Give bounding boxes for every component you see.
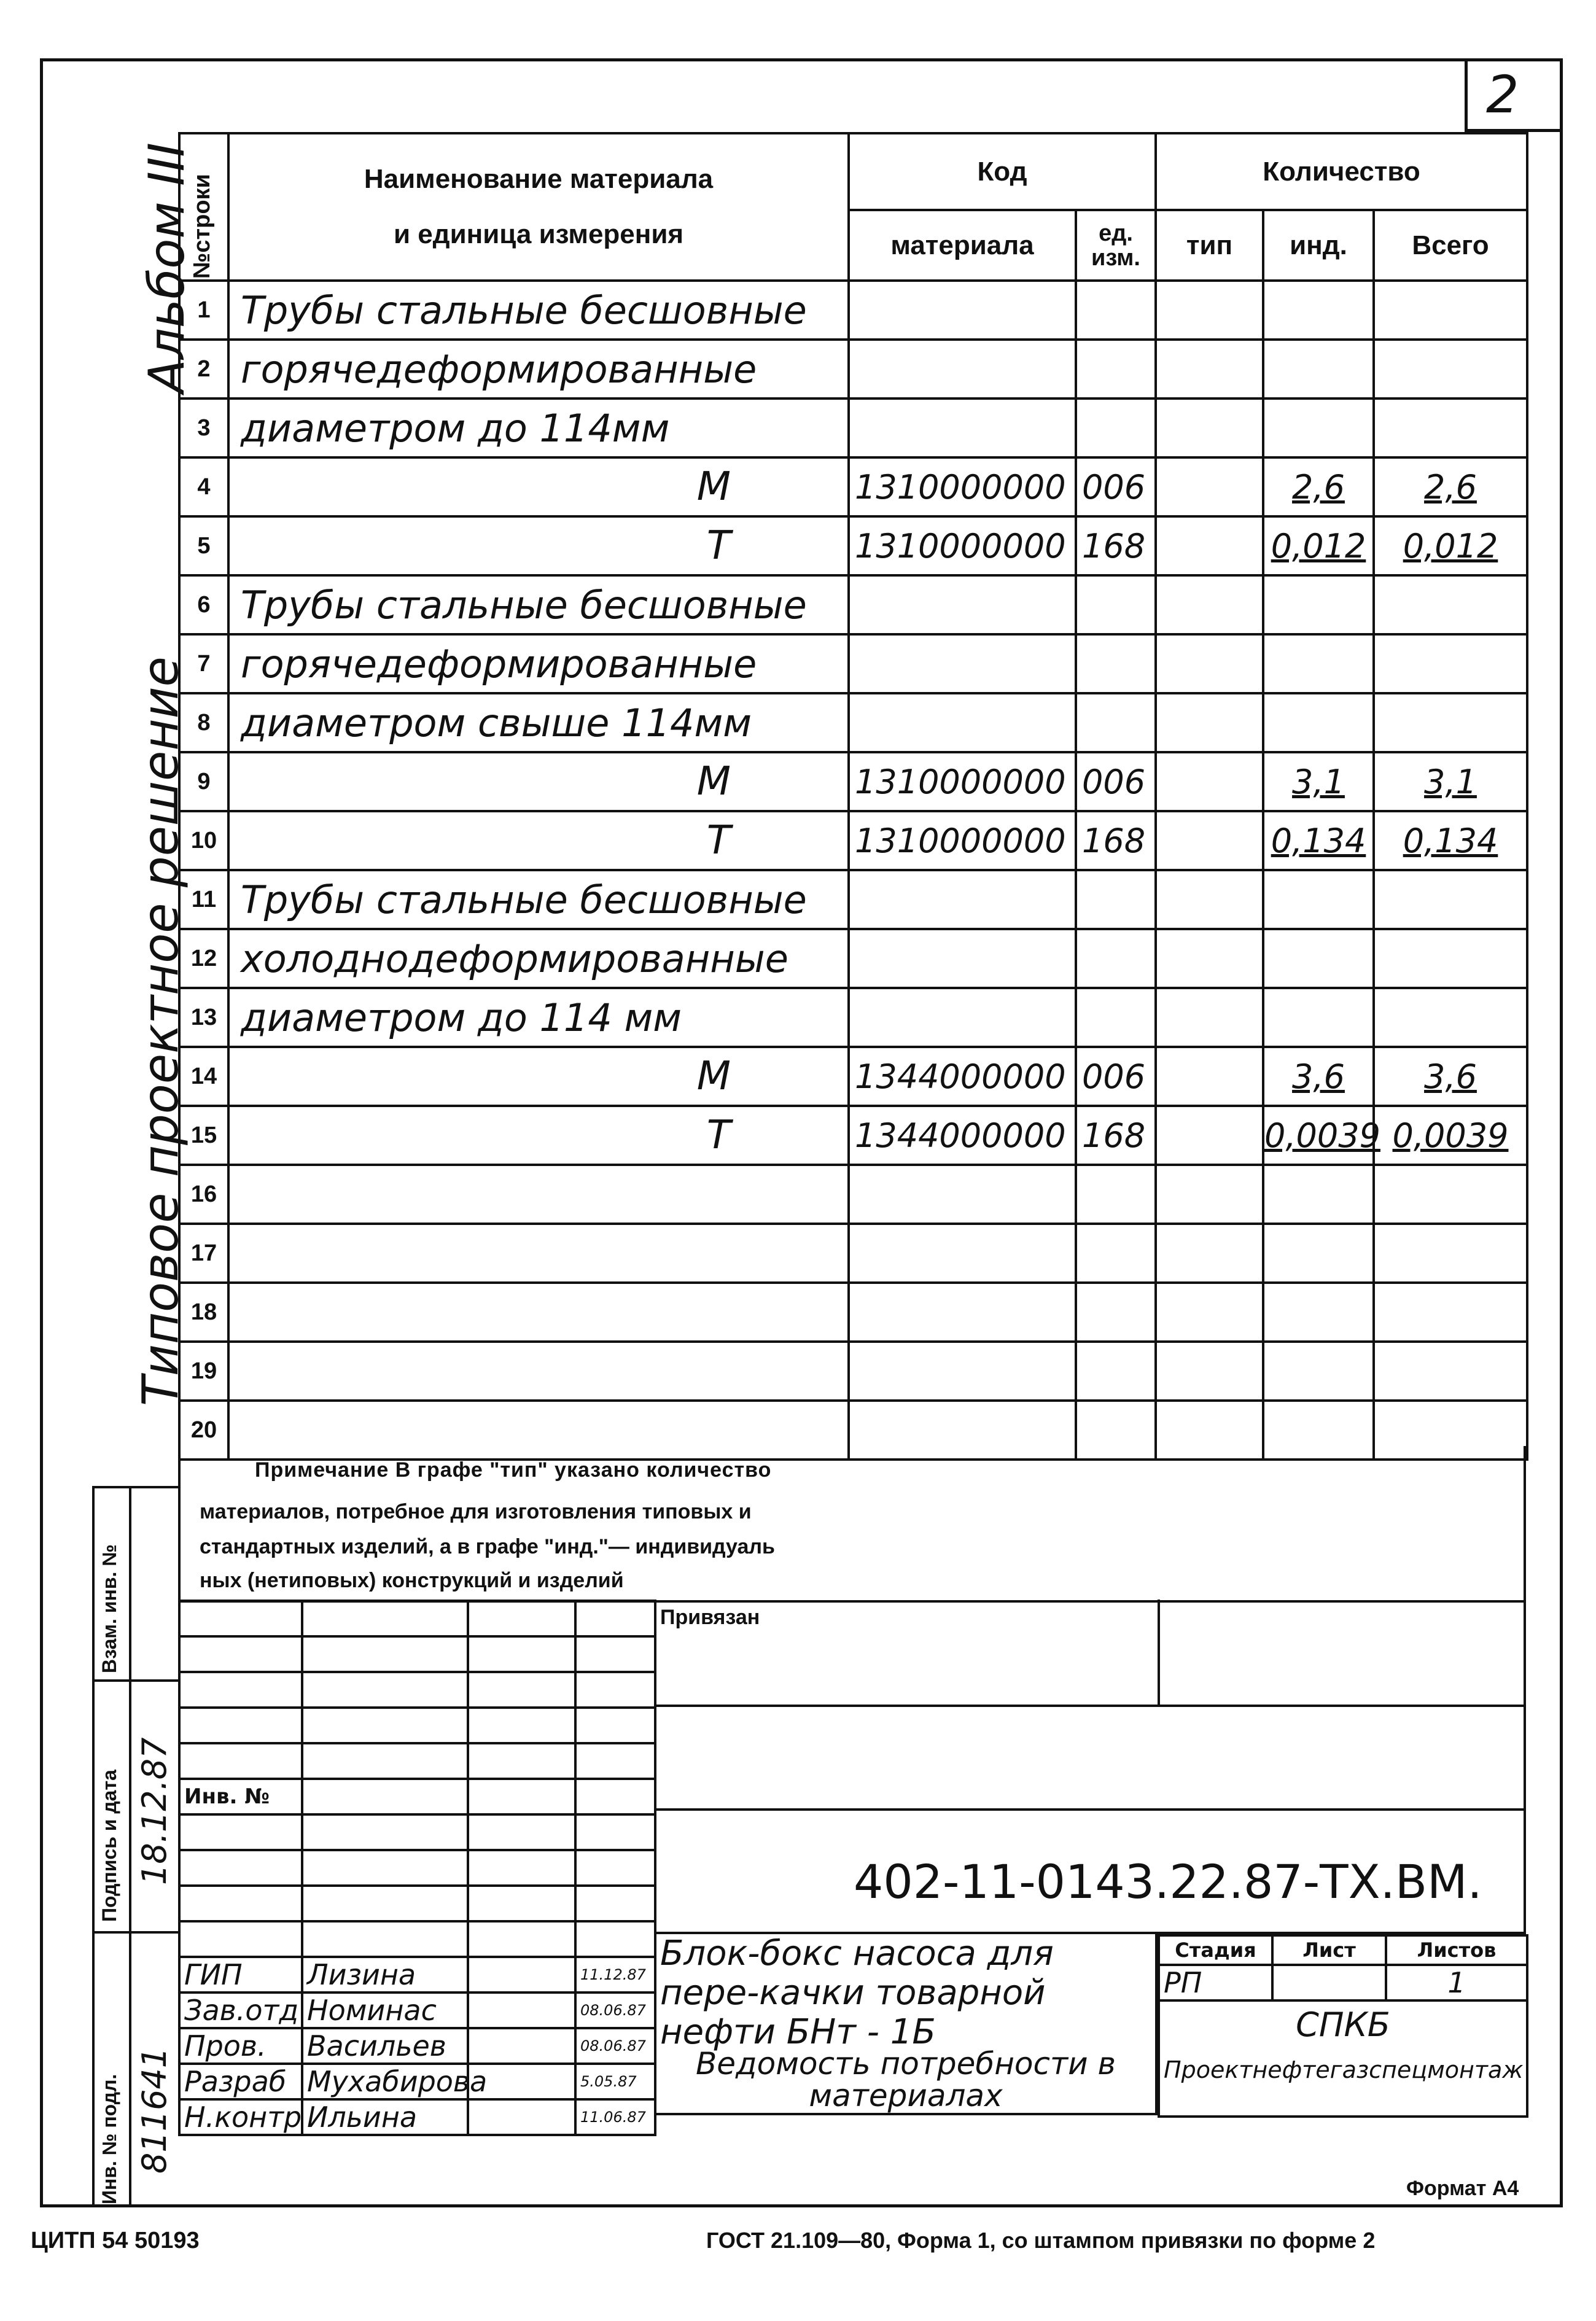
unit-cell (1076, 340, 1156, 398)
ind-cell (1263, 1283, 1374, 1342)
total-cell: 2,6 (1374, 457, 1527, 516)
total-cell: 0,0039 (1374, 1106, 1527, 1165)
note-line-3: стандартных изделий, а в графе "инд."— индивидуаль (200, 1535, 775, 1558)
table-row (179, 575, 1527, 634)
table-row (179, 870, 1527, 929)
table-row (179, 811, 1527, 870)
type-cell (1156, 634, 1263, 693)
inv-no-label: Инв. № (179, 1779, 302, 1814)
signature-role: Зав.отд (179, 1992, 302, 2028)
sheets-value: 1 (1386, 1965, 1527, 2000)
row-number-cell: 9 (179, 752, 228, 811)
signature-role: ГИП (179, 1957, 302, 1992)
name-cell: Т (228, 811, 849, 870)
unit-cell (1076, 1283, 1156, 1342)
code-cell: 1310000000 (849, 811, 1076, 870)
code-cell (849, 988, 1076, 1047)
podpis-label: Подпись и дата (98, 1770, 120, 1922)
type-cell (1156, 516, 1263, 575)
row-number-cell: 7 (179, 634, 228, 693)
type-cell (1156, 1047, 1263, 1106)
total-cell: 3,1 (1374, 752, 1527, 811)
ind-cell (1263, 988, 1374, 1047)
name-cell: диаметром до 114мм (228, 398, 849, 457)
signature-row (179, 1957, 655, 1992)
type-cell (1156, 398, 1263, 457)
code-cell (849, 929, 1076, 988)
row-number-cell: 20 (179, 1401, 228, 1460)
type-cell (1156, 575, 1263, 634)
ind-cell (1263, 398, 1374, 457)
signature-date: 11.12.87 (575, 1957, 655, 1992)
unit-cell (1076, 398, 1156, 457)
name-cell (228, 1224, 849, 1283)
table-row (179, 1342, 1527, 1401)
total-cell (1374, 575, 1527, 634)
signature-date: 11.06.87 (575, 2099, 655, 2135)
code-cell (849, 870, 1076, 929)
code-cell (849, 340, 1076, 398)
unit-cell (1076, 1342, 1156, 1401)
ind-cell (1263, 281, 1374, 340)
header-material: материала (849, 210, 1076, 281)
total-cell (1374, 929, 1527, 988)
ind-cell (1263, 575, 1374, 634)
signature-cell (468, 2028, 575, 2064)
header-row-number: №строки (179, 133, 228, 281)
name-cell: Трубы стальные бесшовные (228, 281, 849, 340)
table-row (179, 281, 1527, 340)
signature-row (179, 2064, 655, 2099)
org-cell (1159, 2000, 1527, 2117)
total-cell (1374, 870, 1527, 929)
row-number-cell: 5 (179, 516, 228, 575)
object-title: Блок-бокс насоса для пере-качки товарной нефти БНт - 1Б (660, 1934, 1054, 2052)
name-cell: Трубы стальные бесшовные (228, 870, 849, 929)
ind-cell: 3,6 (1263, 1047, 1374, 1106)
ind-cell (1263, 870, 1374, 929)
vzam-label: Взам. инв. № (98, 1544, 120, 1673)
type-cell (1156, 1283, 1263, 1342)
note-line-1: Примечание В графе "тип" указано количество (255, 1458, 772, 1482)
table-row (179, 988, 1527, 1047)
table-row (179, 1283, 1527, 1342)
type-cell (1156, 693, 1263, 752)
row-number-cell: 6 (179, 575, 228, 634)
doc-title: Ведомость потребности в материалах (695, 2046, 1116, 2113)
name-cell (228, 1342, 849, 1401)
materials-table (178, 132, 1528, 1461)
unit-cell: 006 (1076, 457, 1156, 516)
type-cell (1156, 1106, 1263, 1165)
total-cell: 0,134 (1374, 811, 1527, 870)
signature-cell (468, 1957, 575, 1992)
table-row (179, 516, 1527, 575)
name-cell: М (228, 752, 849, 811)
signature-date: 08.06.87 (575, 1992, 655, 2028)
total-cell (1374, 1283, 1527, 1342)
unit-cell (1076, 1224, 1156, 1283)
ind-cell: 3,1 (1263, 752, 1374, 811)
type-cell (1156, 1165, 1263, 1224)
unit-cell (1076, 575, 1156, 634)
code-cell: 1344000000 (849, 1047, 1076, 1106)
ind-cell (1263, 1165, 1374, 1224)
table-row (179, 340, 1527, 398)
name-cell: холоднодеформированные (228, 929, 849, 988)
total-cell: 3,6 (1374, 1047, 1527, 1106)
header-quantity: Количество (1156, 133, 1527, 210)
ind-cell: 0,012 (1263, 516, 1374, 575)
type-cell (1156, 752, 1263, 811)
code-cell (849, 398, 1076, 457)
name-cell: Т (228, 516, 849, 575)
table-row (179, 634, 1527, 693)
signature-role: Пров. (179, 2028, 302, 2064)
unit-cell (1076, 870, 1156, 929)
code-cell (849, 1342, 1076, 1401)
row-number-cell: 12 (179, 929, 228, 988)
name-cell: диаметром свыше 114мм (228, 693, 849, 752)
code-cell (849, 281, 1076, 340)
row-number-cell: 18 (179, 1283, 228, 1342)
unit-cell (1076, 281, 1156, 340)
signature-row (179, 1992, 655, 2028)
header-name: Наименование материала и единица измерения (228, 133, 849, 281)
signature-cell (468, 1992, 575, 2028)
type-cell (1156, 988, 1263, 1047)
unit-cell: 006 (1076, 752, 1156, 811)
table-row (179, 929, 1527, 988)
ind-cell (1263, 1224, 1374, 1283)
signature-date: 08.06.87 (575, 2028, 655, 2064)
note-line-4: ных (нетиповых) конструкций и изделий (200, 1569, 624, 1592)
signature-name: Васильев (302, 2028, 468, 2064)
code-cell (849, 1224, 1076, 1283)
total-cell (1374, 1342, 1527, 1401)
row-number-cell: 17 (179, 1224, 228, 1283)
name-cell (228, 1165, 849, 1224)
unit-cell: 006 (1076, 1047, 1156, 1106)
name-cell: горячедеформированные (228, 634, 849, 693)
row-number-cell: 16 (179, 1165, 228, 1224)
code-cell (849, 1283, 1076, 1342)
row-number-cell: 10 (179, 811, 228, 870)
format-label: Формат А4 (1406, 2177, 1519, 2200)
code-cell (849, 693, 1076, 752)
signature-row (179, 2099, 655, 2135)
unit-cell (1076, 693, 1156, 752)
org-short: СПКБ (1296, 2005, 1390, 2044)
name-cell: Т (228, 1106, 849, 1165)
name-cell: М (228, 1047, 849, 1106)
type-cell (1156, 1224, 1263, 1283)
table-row (179, 1106, 1527, 1165)
unit-cell (1076, 929, 1156, 988)
header-code: Код (849, 133, 1156, 210)
total-cell (1374, 988, 1527, 1047)
footer-right: ГОСТ 21.109—80, Форма 1, со штампом привязки по форме 2 (706, 2228, 1376, 2253)
type-cell (1156, 811, 1263, 870)
table-row (179, 1047, 1527, 1106)
row-number-cell: 19 (179, 1342, 228, 1401)
name-cell: Трубы стальные бесшовные (228, 575, 849, 634)
project-label: Типовое проектное решение (132, 656, 189, 1406)
table-row (179, 693, 1527, 752)
unit-cell (1076, 634, 1156, 693)
signature-name: Мухабирова (302, 2064, 468, 2099)
code-cell (849, 634, 1076, 693)
type-cell (1156, 281, 1263, 340)
org-full: Проектнефтегазспецмонтаж (1164, 2056, 1524, 2083)
privyazan-label: Привязан (660, 1606, 760, 1629)
total-cell (1374, 1165, 1527, 1224)
privyazan-box (654, 1600, 1526, 1707)
signature-role: Разраб (179, 2064, 302, 2099)
stage-grid (1158, 1934, 1528, 2118)
ind-cell (1263, 634, 1374, 693)
signature-cell (468, 2099, 575, 2135)
ind-cell: 2,6 (1263, 457, 1374, 516)
stage-value: РП (1159, 1965, 1272, 2000)
row-number-cell: 8 (179, 693, 228, 752)
total-cell: 0,012 (1374, 516, 1527, 575)
type-cell (1156, 457, 1263, 516)
inv-podl-value: 811641 (135, 2047, 174, 2174)
name-cell (228, 1283, 849, 1342)
signature-name: Ильина (302, 2099, 468, 2135)
unit-cell: 168 (1076, 516, 1156, 575)
name-cell: М (228, 457, 849, 516)
code-cell: 1344000000 (849, 1106, 1076, 1165)
row-number-cell: 2 (179, 340, 228, 398)
ind-cell (1263, 340, 1374, 398)
header-type: тип (1156, 210, 1263, 281)
signature-name: Лизина (302, 1957, 468, 1992)
note-line-2: материалов, потребное для изготовления типовых и (200, 1500, 752, 1523)
header-ind: инд. (1263, 210, 1374, 281)
sheets-label: Листов (1386, 1935, 1527, 1965)
row-number-cell: 3 (179, 398, 228, 457)
total-cell (1374, 281, 1527, 340)
row-number-cell: 4 (179, 457, 228, 516)
signature-date: 5.05.87 (575, 2064, 655, 2099)
unit-cell: 168 (1076, 1106, 1156, 1165)
podpis-value: 18.12.87 (135, 1737, 174, 1885)
total-cell (1374, 398, 1527, 457)
ind-cell (1263, 693, 1374, 752)
code-cell: 1310000000 (849, 457, 1076, 516)
footer-left: ЦИТП 54 50193 (31, 2228, 200, 2253)
ind-cell: 0,0039 (1263, 1106, 1374, 1165)
total-cell (1374, 1224, 1527, 1283)
type-cell (1156, 870, 1263, 929)
header-total: Всего (1374, 210, 1527, 281)
signature-role: Н.контр (179, 2099, 302, 2135)
row-number-cell: 14 (179, 1047, 228, 1106)
code-cell (849, 1165, 1076, 1224)
name-cell: горячедеформированные (228, 340, 849, 398)
code-cell: 1310000000 (849, 752, 1076, 811)
row-number-cell: 15 (179, 1106, 228, 1165)
unit-cell: 168 (1076, 811, 1156, 870)
row-number-cell: 13 (179, 988, 228, 1047)
type-cell (1156, 929, 1263, 988)
inv-podl-label: Инв. № подл. (98, 2074, 120, 2204)
ind-cell (1263, 929, 1374, 988)
table-row (179, 1165, 1527, 1224)
table-row (179, 398, 1527, 457)
unit-cell (1076, 988, 1156, 1047)
row-number-cell: 11 (179, 870, 228, 929)
album-label: Альбом III (138, 142, 195, 393)
code-cell: 1310000000 (849, 516, 1076, 575)
sheet-number: 2 (1486, 64, 1519, 125)
ind-cell: 0,134 (1263, 811, 1374, 870)
stage-label: Стадия (1159, 1935, 1272, 1965)
name-cell: диаметром до 114 мм (228, 988, 849, 1047)
row-number-cell: 1 (179, 281, 228, 340)
signature-name: Номинас (302, 1992, 468, 2028)
doc-code: 402-11-0143.22.87-ТХ.ВМ. (854, 1854, 1482, 1909)
total-cell (1374, 693, 1527, 752)
ind-cell (1263, 1342, 1374, 1401)
code-cell (849, 575, 1076, 634)
total-cell (1374, 340, 1527, 398)
total-cell (1374, 634, 1527, 693)
type-cell (1156, 1342, 1263, 1401)
unit-cell (1076, 1165, 1156, 1224)
table-row (179, 1224, 1527, 1283)
table-row (179, 752, 1527, 811)
table-row (179, 457, 1527, 516)
type-cell (1156, 340, 1263, 398)
stamp-left-grid (178, 1600, 656, 2136)
header-unit: ед. изм. (1076, 210, 1156, 281)
sheet-label: Лист (1272, 1935, 1386, 1965)
signature-row (179, 2028, 655, 2064)
